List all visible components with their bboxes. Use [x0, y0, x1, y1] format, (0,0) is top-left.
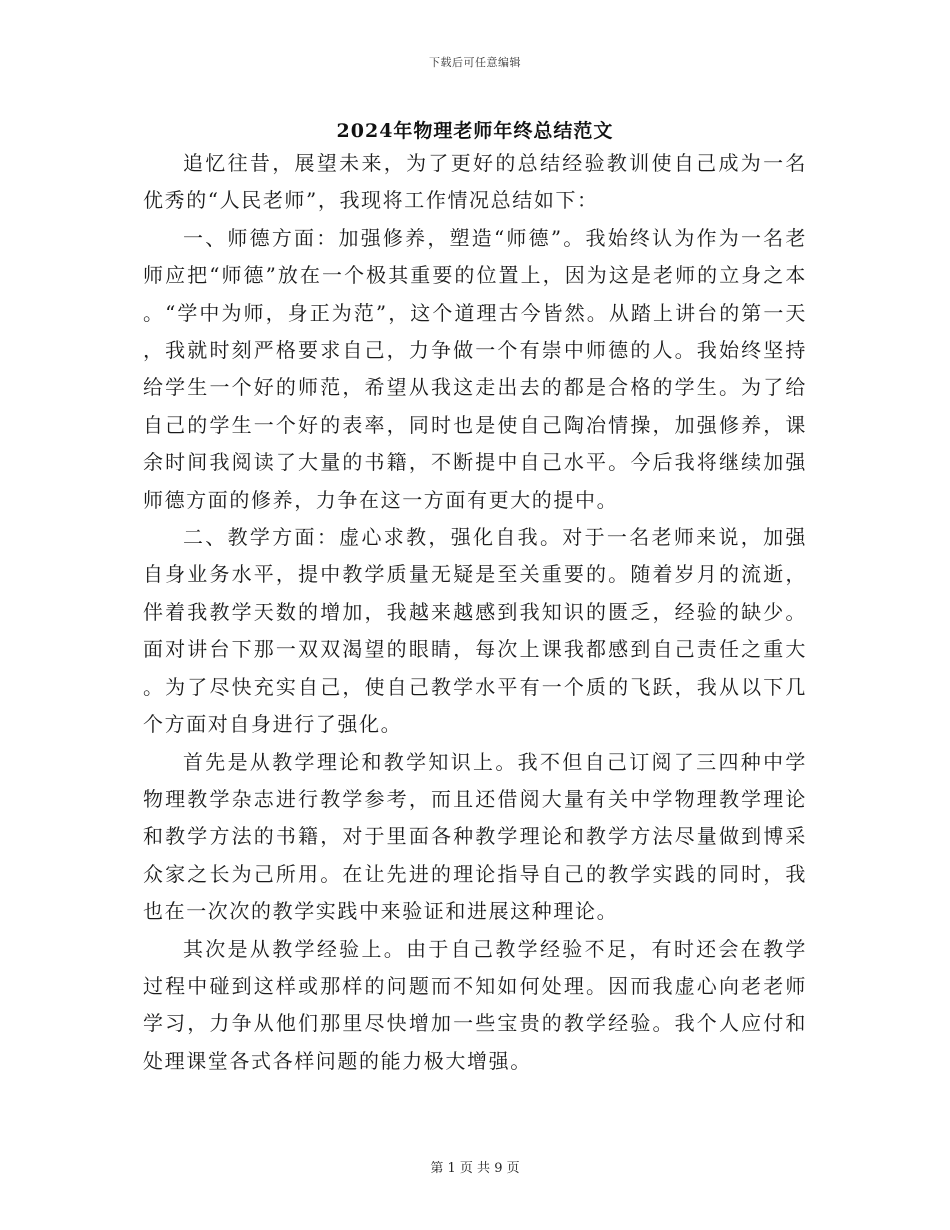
document-title: 2024年物理老师年终总结范文 — [336, 120, 614, 142]
paragraph-teaching: 二、教学方面：虚心求教，强化自我。对于一名老师来说，加强自身业务水平，提中教学质量无疑是至关重要的。随着岁月的流逝，伴着我教学天数的增加，我越来越感到我知识的匮乏，经验的缺少。面对讲台下那一双双渴望的眼睛，每次上课我都感到自己责任之重大。为了尽快充实自己，使自己教学水平有一个质的飞跃，我从以下几个方面对自身进行了强化。 — [143, 525, 807, 737]
header-note: 下载后可任意编辑 — [429, 56, 521, 69]
paragraph-intro: 追忆往昔，展望未来，为了更好的总结经验教训使自己成为一名优秀的“人民老师”，我现将工作情况总结如下： — [143, 151, 807, 213]
page-number: 第 1 页 共 9 页 — [430, 1161, 520, 1176]
paragraph-theory: 首先是从教学理论和教学知识上。我不但自己订阅了三四种中学物理教学杂志进行教学参考，而且还借阅大量有关中学物理教学理论和教学方法的书籍，对于里面各种教学理论和教学方法尽量做到博采众家之长为己所用。在让先进的理论指导自己的教学实践的同时，我也在一次次的教学实践中来验证和进展这种理论。 — [143, 749, 807, 924]
document-body — [143, 145, 807, 1080]
paragraph-teacher-ethics: 一、师德方面：加强修养，塑造“师德”。我始终认为作为一名老师应把“师德”放在一个极其重要的位置上，因为这是老师的立身之本。“学中为师，身正为范”，这个道理古今皆然。从踏上讲台的第一天，我就时刻严格要求自己，力争做一个有崇中师德的人。我始终坚持给学生一个好的师范，希望从我这走出去的都是合格的学生。为了给自己的学生一个好的表率，同时也是使自己陶冶情操，加强修养，课余时间我阅读了大量的书籍，不断提中自己水平。今后我将继续加强师德方面的修养，力争在这一方面有更大的提中。 — [143, 225, 807, 512]
paragraph-experience: 其次是从教学经验上。由于自己教学经验不足，有时还会在教学过程中碰到这样或那样的问题而不知如何处理。因而我虚心向老老师学习，力争从他们那里尽快增加一些宝贵的教学经验。我个人应付和处理课堂各式各样问题的能力极大增强。 — [143, 936, 807, 1073]
